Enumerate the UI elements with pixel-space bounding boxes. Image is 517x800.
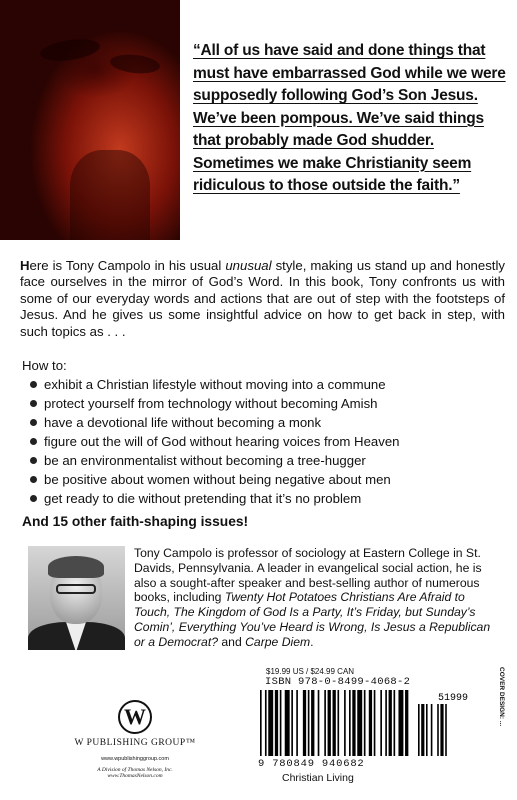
- side-credit: COVER DESIGN: ...: [498, 667, 505, 727]
- barcode-digits: 9 780849 940682: [258, 758, 476, 770]
- topic-list: [30, 375, 500, 508]
- list-item: be positive about women without being negative about men: [30, 470, 500, 489]
- list-item: have a devotional life without becoming a monk: [30, 413, 500, 432]
- list-item: figure out the will of God without hearing voices from Heaven: [30, 432, 500, 451]
- pull-quote: “All of us have said and done things that must have embarrassed God while we were supposedly following God’s Son Jesus. We’ve been pompous. We’ve said things that probably made God shudder. Sometimes we make Christianity seem ridiculous to those outside the faith.”: [193, 42, 506, 194]
- drop-letter: H: [20, 258, 30, 273]
- list-item: be an environmentalist without becoming a tree-hugger: [30, 451, 500, 470]
- author-bio: Tony Campolo is professor of sociology at Eastern College in St. Davids, Pennsylvania. A leader in evangelical social action, he is also a sought-after speaker and best-selling author of numerous books, including Twenty Hot Potatoes Christians Are Afraid to Touch, The Kingdom of God Is a Party, It’s Friday, but Sunday’s Comin’, Everything You’ve Heard is Wrong, Is Jesus a Republican or a Democrat? and Carpe Diem.: [134, 546, 491, 649]
- author-photo: [28, 546, 125, 650]
- price-code: 51999: [437, 693, 468, 704]
- book-category: Christian Living: [282, 772, 354, 784]
- list-item: protect yourself from technology without becoming Amish: [30, 394, 500, 413]
- barcode-icon: [258, 690, 476, 758]
- publisher-division: A Division of Thomas Nelson, Inc.: [97, 767, 173, 773]
- list-item: exhibit a Christian lifestyle without moving into a commune: [30, 375, 500, 394]
- howto-label: How to:: [22, 358, 67, 373]
- more-issues-tagline: And 15 other faith-shaping issues!: [22, 514, 249, 529]
- publisher-division-url: www.ThomasNelson.com: [107, 773, 163, 779]
- price-label: $19.99 US / $24.99 CAN: [266, 667, 355, 676]
- publisher-name: W PUBLISHING GROUP™: [74, 738, 196, 748]
- list-item: get ready to die without pretending that it’s no problem: [30, 489, 500, 508]
- publisher-block: [60, 700, 210, 779]
- cover-photo-face: [0, 0, 180, 240]
- publisher-logo-icon: W: [118, 700, 152, 734]
- isbn-label: ISBN 978-0-8499-4068-2: [265, 676, 411, 688]
- intro-paragraph: Here is Tony Campolo in his usual unusual style, making us stand up and honestly face ourselves in the mirror of God’s Word. In this book, Tony confronts us with some of our everyday words and actions that are out of step with the footsteps of Jesus. And he gives us some insightful advice on how to get back in step, with such topics as . . .: [20, 258, 505, 339]
- publisher-url: www.wpublishinggroup.com: [101, 756, 169, 762]
